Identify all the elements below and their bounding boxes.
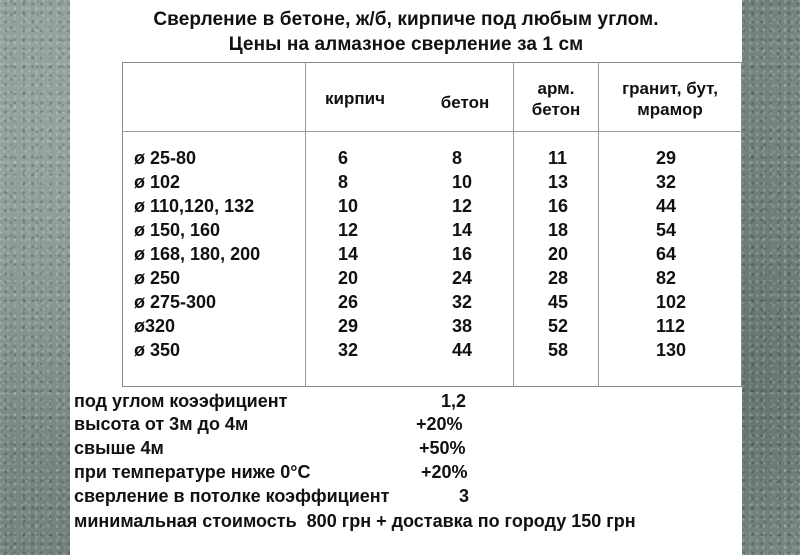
price-cell: 29 [338,316,359,336]
price-cell: 54 [656,220,677,240]
table-row [0,148,800,172]
page-subtitle: Цены на алмазное сверление за 1 см [228,34,584,55]
note-ceiling-label: сверление в потолке коэффициент [74,486,390,506]
table-row [0,268,800,292]
price-cell: 29 [656,148,677,168]
table-row [0,292,800,316]
note-angle-value: 1,2 [441,391,467,411]
price-cell: 10 [452,172,473,192]
price-cell: 18 [548,220,569,240]
note-temperature-label: при температуре ниже 0°С [74,462,311,482]
price-cell: 44 [452,340,473,360]
note-height-value: +20% [416,414,463,434]
price-cell: 14 [452,220,473,240]
price-cell: 82 [656,268,677,288]
price-cell: 14 [338,244,359,264]
price-cell: 32 [656,172,677,192]
price-cell: 16 [548,196,569,216]
price-cell: 28 [548,268,569,288]
price-cell: 64 [656,244,677,264]
price-cell: 20 [548,244,569,264]
price-cell: 10 [338,196,359,216]
table-row [0,220,800,244]
diameter-cell: ø 275-300 [134,292,217,312]
column-header-concrete: бетон [440,93,490,112]
price-cell: 24 [452,268,473,288]
table-row [0,196,800,220]
price-cell: 32 [338,340,359,360]
page-title: Сверление в бетоне, ж/б, кирпиче под любым углом. [153,9,659,30]
price-cell: 12 [452,196,473,216]
price-cell: 16 [452,244,473,264]
note-ceiling-value: 3 [459,486,470,506]
diameter-cell: ø 350 [134,340,181,360]
note-height-label: высота от 3м до 4м [74,414,249,434]
price-cell: 20 [338,268,359,288]
price-cell: 45 [548,292,569,312]
diameter-cell: ø 168, 180, 200 [134,244,261,264]
column-header-brick: кирпич [325,89,385,108]
price-cell: 130 [656,340,687,360]
diameter-cell: ø320 [134,316,176,336]
note-temperature-value: +20% [421,462,468,482]
price-cell: 12 [338,220,359,240]
table-row [0,316,800,340]
price-cell: 8 [452,148,463,168]
table-row [0,244,800,268]
table-row [0,172,800,196]
diameter-cell: ø 150, 160 [134,220,221,240]
minimum-cost-note: минимальная стоимость 800 грн + доставка по городу 150 грн [74,511,636,531]
diameter-cell: ø 102 [134,172,181,192]
price-cell: 11 [548,148,568,168]
note-above-label: свыше 4м [74,438,164,458]
price-cell: 13 [548,172,569,192]
price-cell: 6 [338,148,349,168]
price-cell: 44 [656,196,677,216]
note-above-value: +50% [419,438,466,458]
note-angle-label: под углом коээфициент [74,391,288,411]
diameter-cell: ø 110,120, 132 [134,196,255,216]
column-header-reinforced-concrete: арм. бетон [531,79,581,119]
price-cell: 58 [548,340,569,360]
price-cell: 32 [452,292,473,312]
price-cell: 26 [338,292,359,312]
diameter-cell: ø 250 [134,268,181,288]
column-header-granite: гранит, бут, мрамор [622,79,718,119]
price-cell: 112 [656,316,686,336]
price-cell: 52 [548,316,569,336]
price-cell: 102 [656,292,687,312]
header-divider [122,131,742,132]
diameter-cell: ø 25-80 [134,148,197,168]
price-cell: 8 [338,172,349,192]
table-row [0,340,800,364]
price-cell: 38 [452,316,473,336]
